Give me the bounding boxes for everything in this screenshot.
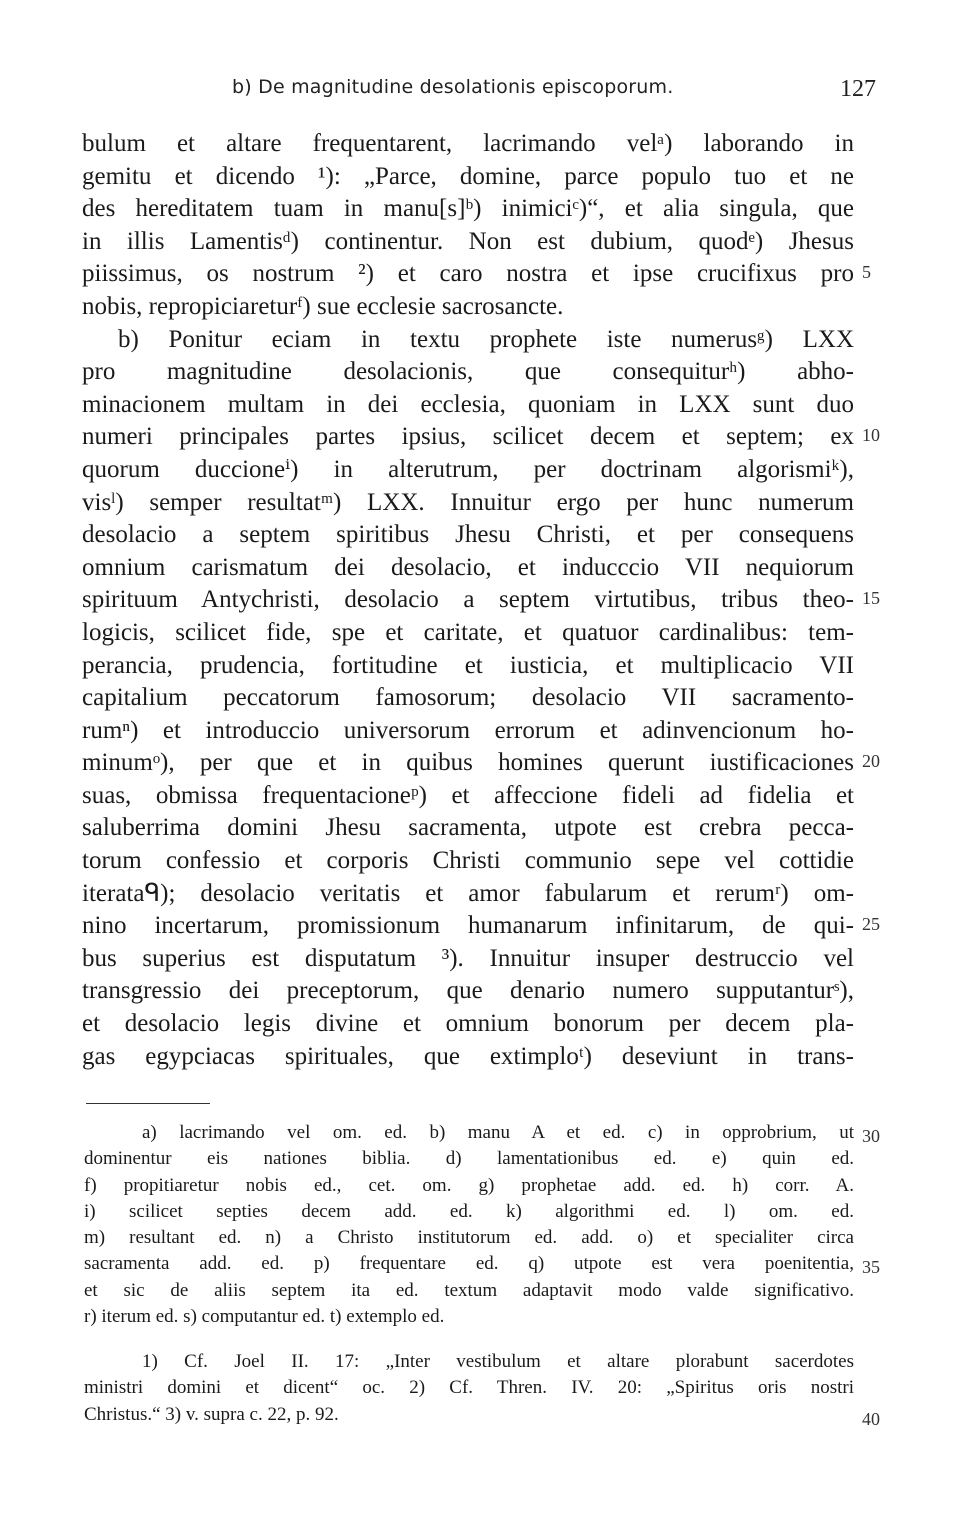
text-line: et desolacio legis divine et omnium bonorum per decem pla- [82, 1010, 854, 1038]
text-line: logicis, scilicet fide, spe et caritate, et quatuor cardinalibus: tem- [82, 618, 854, 646]
text-line: pro magnitudine desolacionis, que consequiturʰ) abho- [82, 358, 854, 386]
footnote-line: dominentur eis nationes biblia. d) lamentationibus ed. e) quin ed. [84, 1148, 854, 1170]
text-line: in illis Lamentisᵈ) continentur. Non est dubium, quodᵉ) Jhesus [82, 227, 854, 255]
text-line: piissimus, os nostrum ²) et caro nostra et ipse crucifixus pro [82, 260, 854, 288]
text-line: b) Ponitur eciam in textu prophete iste numerusᵍ) LXX [118, 325, 854, 353]
text-line: gemitu et dicendo ¹): „Parce, domine, parce populo tuo et ne [82, 162, 854, 190]
footnote-line: m) resultant ed. n) a Christo institutorum ed. add. o) et specialiter circa [84, 1227, 854, 1249]
main-text [82, 128, 854, 1073]
text-line: nino incertarum, promissionum humanarum infinitarum, de qui- [82, 912, 854, 940]
text-line: transgressio dei preceptorum, que denario numero supputanturˢ), [82, 977, 854, 1005]
text-line: spirituum Antychristi, desolacio a septem virtutibus, tribus theo- [82, 586, 854, 614]
text-line: rumⁿ) et introduccio universorum errorum et adinvencionum ho- [82, 716, 854, 744]
page-number: 127 [840, 76, 876, 102]
line-number: 30 [862, 1126, 880, 1146]
text-line: des hereditatem tuam in manu[s]ᵇ) inimiciᶜ)“, et alia singula, que [82, 195, 854, 223]
line-number: 20 [862, 751, 880, 771]
footnote-line: i) scilicet septies decem add. ed. k) algorithmi ed. l) om. ed. [84, 1200, 854, 1222]
text-line: perancia, prudencia, fortitudine et iusticia, et multiplicacio VII [82, 651, 854, 679]
critical-apparatus [84, 1120, 854, 1330]
text-line: omnium carismatum dei desolacio, et inducccio VII nequiorum [82, 553, 854, 581]
footnote-line: f) propitiaretur nobis ed., cet. om. g) prophetae add. ed. h) corr. A. [84, 1174, 854, 1196]
line-number: 15 [862, 588, 880, 608]
reference-line: Christus.“ 3) v. supra c. 22, p. 92. [84, 1403, 339, 1425]
text-line: bulum et altare frequentarent, lacrimando velᵃ) laborando in [82, 130, 854, 157]
footnote-line: et sic de aliis septem ita ed. textum adaptavit modo valde significativo. [84, 1279, 854, 1301]
line-number: 35 [862, 1257, 880, 1277]
line-number: 40 [862, 1409, 880, 1429]
text-line: desolacio a septem spiritibus Jhesu Christi, et per consequens [82, 521, 854, 549]
text-line: capitalium peccatorum famosorum; desolacio VII sacramento- [82, 684, 854, 712]
footnote-line: r) iterum ed. s) computantur ed. t) extemplo ed. [84, 1306, 445, 1328]
reference-line: 1) Cf. Joel II. 17: „Inter vestibulum et altare plorabunt sacerdotes [142, 1351, 854, 1372]
text-line: visˡ) semper resultatᵐ) LXX. Innuitur ergo per hunc numerum [82, 488, 854, 516]
line-number: 10 [862, 425, 880, 445]
text-line: minacionem multam in dei ecclesia, quoniam in LXX sunt duo [82, 390, 854, 418]
line-number: 25 [862, 914, 880, 934]
text-line: nobis, repropiciareturᶠ) sue ecclesie sacrosancte. [82, 292, 564, 320]
text-line: bus superius est disputatum ³). Innuitur insuper destruccio vel [82, 944, 854, 972]
footnote-divider [86, 1103, 210, 1104]
text-line: iterataᑫ); desolacio veritatis et amor fabularum et rerumʳ) om- [82, 879, 854, 907]
text-line: gas egypciacas spirituales, que extimploᵗ) deseviunt in trans- [82, 1042, 854, 1070]
text-line: quorum duccioneⁱ) in alterutrum, per doctrinam algorismiᵏ), [82, 455, 854, 483]
text-line: numeri principales partes ipsius, scilicet decem et septem; ex [82, 423, 854, 451]
text-line: suas, obmissa frequentacioneᵖ) et affeccione fideli ad fidelia et [82, 781, 854, 809]
text-line: saluberrima domini Jhesu sacramenta, utpote est crebra pecca- [82, 814, 854, 842]
footnote-line: a) lacrimando vel om. ed. b) manu A et ed. c) in opprobrium, ut [142, 1122, 854, 1143]
source-references [84, 1349, 854, 1428]
reference-line: ministri domini et dicent“ oc. 2) Cf. Thren. IV. 20: „Spiritus oris nostri [84, 1377, 854, 1399]
footnote-line: sacramenta add. ed. p) frequentare ed. q) utpote est vera poenitentia, [84, 1253, 854, 1275]
running-title: b) De magnitudine desolationis episcoporum. [232, 76, 674, 98]
line-number: 5 [862, 262, 871, 282]
text-line: minumᵒ), per que et in quibus homines querunt iustificaciones [82, 749, 854, 777]
text-line: torum confessio et corporis Christi communio sepe vel cottidie [82, 847, 854, 875]
